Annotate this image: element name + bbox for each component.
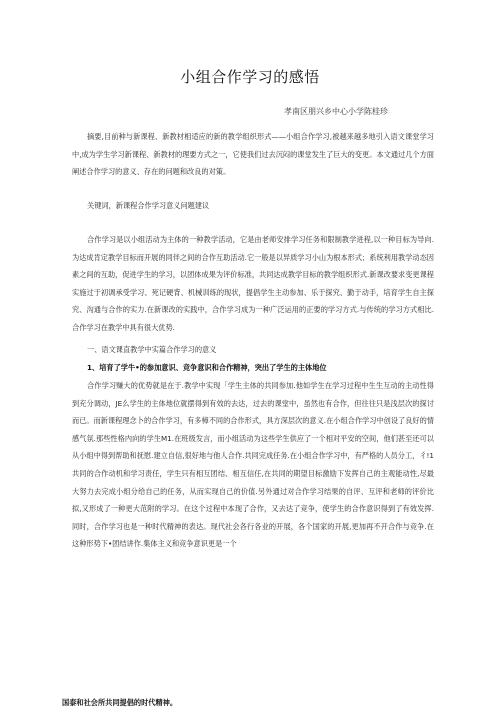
body-paragraph-1: 合作学习是以小组活动为主体的一种教学活动，它是由老师安排学习任务和限制教学进程,以一种目标为导向.为达成肯定教学目标而开展的同伴之间的合作互助活动.它一般是以异质学习小山为根本形式；系统利用教学动态因素之间的互助，促进学生的学习，以团体成果为评价标准，共同达成教学目标的教学组织形式.新课改要求变更课程实施过于初调承受学习、死记硬背、机械训练的现状，提倡学生主动参加、乐于探究、勤于动手，培育学生自主探究、沟通与合作的实力.在新课改的实践中，合作学习成为一种广泛运用的正要的学习方式.与传统的学习方式相比.合作学习在教学中具有很大优势. bbox=[72, 235, 434, 332]
closing-line: 国泰和社会所共同提倡的时代精神。 bbox=[62, 698, 178, 707]
keywords-paragraph: 关键词，新课程合作学习意义问题建议 bbox=[87, 201, 210, 210]
body-paragraph-2: 合作学习赚大的优势就是在于.教学中实现「学生主体的共同参加.他如学生在学习过程中生生互动的主动性得到充分调动，JE么学生的主体地位就摆得到有效的去达，过去的课堂中，虽然也有合作，但往往只是浅层次的探讨而已。而新课程理念卜的合作学习，有多樟不同的合作形式，具方深层次的意义.在小组合作学习中创设了良好的情感气氛.那些性格内向的学生M1.在班级发言，而小组活动为这些学生供应了一个相对平安的空间，他们甚至还可以从小组中得到帮助和抚慰.建立自信,很好地与他人合作.共同完成任务.在小组合作学习中，有严格的人员分工，彳!1共同的合作动机和学习责任，学生只有相互团结、相互信任,在共同的期望目标激励下发挥自己的主观能动性,尽最大努力去完成小组分给自己的任务，从而实现自己的价值.另外通过对合作学习结果的自评、互评和老师的评价比拟,又形成了一种更大范附的学习。在这个过程中本现了合作，又去达了竞争，使学生的合作意识得到了有效发挥.同时，合作学习也是一种时代精神的表达。现代社会各行各业的开展，各个国家的开展,更加再不开合作与竞争.在这种形势下•团结讲作.集体主义和竞争意识更是一个 bbox=[72, 381, 434, 549]
author-line: 孝南区朋兴乡中心小学陈桂珍 bbox=[284, 107, 388, 116]
section-heading-1-1: 1、培育了学牛•的参加意识、竞争意识和合作精神，突出了学生的主体地位 bbox=[87, 363, 327, 372]
abstract-paragraph: 摘要,目前种与新课程、新教材相适应的新的教学组织形式——小组合作学习,被越来越多地引入语文课堂学习中,成为学生学习新课程、新教材的理要方式之一，它使我们过去沉闷的课堂发生了巨大的变更。本文通过几个方面阐述合作学习的意义、存在的问题和改良的对策。 bbox=[72, 132, 434, 177]
document-title: 小组合作学习的感悟 bbox=[180, 68, 320, 86]
section-heading-1: 一、语文课直教学中实篇合作学习的意义 bbox=[87, 345, 217, 354]
